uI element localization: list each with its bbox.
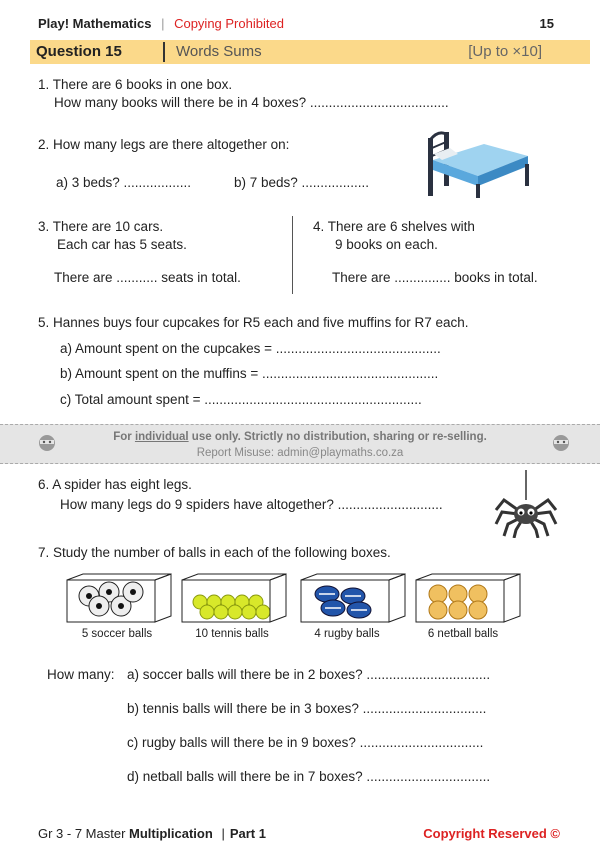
q7-how-many: How many: [47,667,115,682]
q7-a: a) soccer balls will there be in 2 boxes? ................................. [127,667,491,682]
q3-line2: Each car has 5 seats. [57,237,187,252]
q5-a: a) Amount spent on the cupcakes = ............................................ [60,341,441,356]
soccer-box [63,572,175,626]
question-range: [Up to ×10] [468,43,542,60]
header-brand-line [38,16,284,31]
q7-b: b) tennis balls will there be in 3 boxes? ................................. [127,701,487,716]
q6-line1: 6. A spider has eight legs. [38,477,192,492]
question-bar-divider [163,42,165,62]
q2-b: b) 7 beds? .................. [234,175,370,190]
page-number: 15 [539,16,554,31]
rugby-box [297,572,409,626]
q3-line1: 3. There are 10 cars. [38,219,164,234]
q5-c: c) Total amount spent = .......................................................... [60,392,422,407]
question-bar [30,40,590,64]
question-topic: Words Sums [176,43,262,60]
q7-prompt: 7. Study the number of balls in each of the following boxes. [38,545,391,560]
banner-individual: individual [134,431,189,443]
tennis-box [178,572,290,626]
bed-illustration [424,130,534,200]
q1-line1: 1. There are 6 books in one box. [38,77,233,92]
q4-line1: 4. There are 6 shelves with [313,219,475,234]
brand-separator: | [161,16,165,31]
netball-box [412,572,524,626]
ninja-icon [552,434,570,452]
copy-notice: Copying Prohibited [174,16,284,31]
spider-illustration [494,470,558,538]
q2-a: a) 3 beds? .................. [56,175,192,190]
q2-prompt: 2. How many legs are there altogether on: [38,137,290,152]
brand-name: Play! Mathematics [38,16,152,31]
q5-b: b) Amount spent on the muffins = ............................................... [60,366,439,381]
footer-copyright: Copyright Reserved © [423,826,560,841]
usage-banner [0,424,600,464]
box-label-soccer: 5 soccer balls [81,628,153,640]
banner-line2: Report Misuse: admin@playmaths.co.za [196,447,404,459]
footer-title: Gr 3 - 7 Master Multiplication | Part 1 [38,826,266,841]
q1-line2: How many books will there be in 4 boxes? ..................................... [54,95,449,110]
q5-prompt: 5. Hannes buys four cupcakes for R5 each and five muffins for R7 each. [38,315,469,330]
q3-answer: There are ........... seats in total. [54,270,241,285]
box-label-tennis: 10 tennis balls [195,628,269,640]
q3-q4-divider [292,216,293,294]
box-label-netball: 6 netball balls [427,628,499,640]
box-label-rugby: 4 rugby balls [314,628,380,640]
banner-line1: For individual use only. Strictly no distribution, sharing or re-selling. [113,431,487,443]
q7-c: c) rugby balls will there be in 9 boxes? ................................. [127,735,484,750]
q7-d: d) netball balls will there be in 7 boxes? ................................. [127,769,491,784]
q4-line2: 9 books on each. [335,237,438,252]
q4-answer: There are ............... books in total. [332,270,538,285]
q6-line2: How many legs do 9 spiders have altogether? ............................ [60,497,443,512]
question-number: Question 15 [36,43,122,60]
